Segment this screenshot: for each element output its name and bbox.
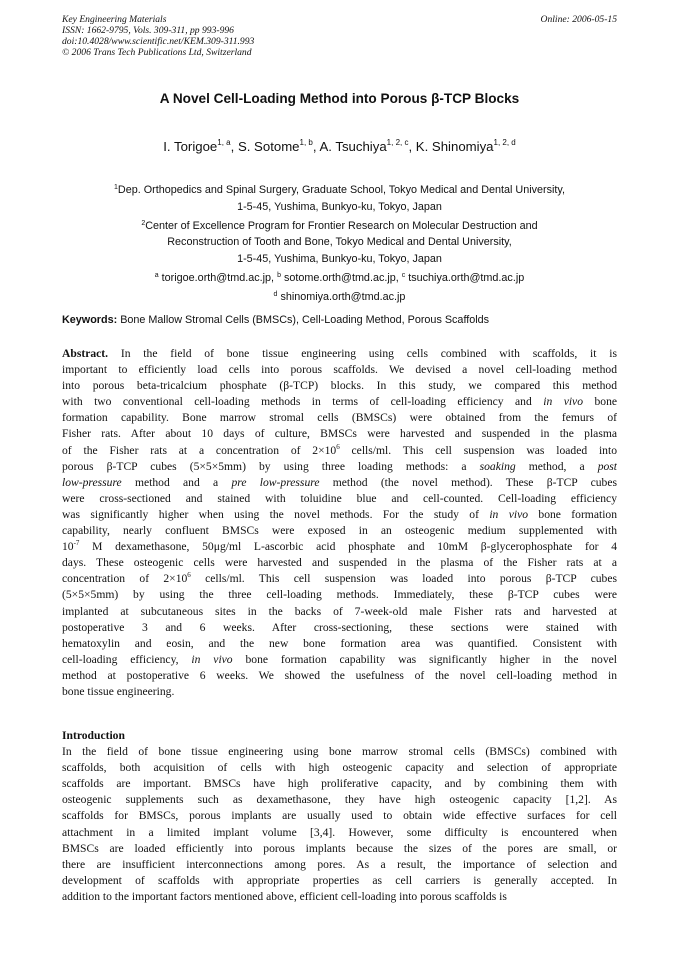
paper-title: A Novel Cell-Loading Method into Porous β-TCP Blocks <box>159 91 520 106</box>
affiliation-1-line-1: $^1$Dep. Orthopedics and Spinal Surgery, Graduate School, Tokyo Medical and Dental University, <box>113 184 565 196</box>
author: K. Shinomiya$^{1, 2, d}$ <box>415 138 516 154</box>
text-line: postoperative 3 and 6 weeks. After cross-sectioning, these sections were stained with <box>62 620 617 634</box>
journal-name: Key Engineering Materials <box>62 14 167 25</box>
text-line: there are insufficient interconnections among pores. As a result, the importance of selection and <box>62 857 617 871</box>
affiliation-2-line-2: Reconstruction of Tooth and Bone, Tokyo Medical and Dental University, <box>167 236 512 249</box>
author-list <box>62 138 617 154</box>
running-header <box>62 14 617 58</box>
keywords-text: Bone Mallow Stromal Cells (BMSCs), Cell-Loading Method, Porous Scaffolds <box>120 314 490 326</box>
text-line: implanted at subcutaneous sites in the backs of 7-week-old male Fisher rats and harvested at <box>62 604 617 618</box>
email-line-2: $^d$ shinomiya.orth@tmd.ac.jp <box>273 290 406 303</box>
affiliation-2-line-3: 1-5-45, Yushima, Bunkyo-ku, Tokyo, Japan <box>237 253 442 266</box>
author: S. Sotome$^{1, b}$, <box>237 138 320 154</box>
text-line: scaffolds, both acquisition of cells with high osteogenic capacity and selection of appropriate <box>62 761 617 775</box>
author: A. Tsuchiya$^{1, 2, c}$, <box>319 138 416 154</box>
text-line: addition to the important factors mentioned above, efficient cell-loading into porous scaffolds is <box>62 889 507 903</box>
text-line: into porous beta-tricalcium phosphate (β-TCP) blocks. In this study, we compared this method <box>62 379 617 393</box>
section-heading: Introduction <box>62 729 125 742</box>
text-line: important to efficiently load cells into porous scaffolds. We devised a novel cell-loading method <box>62 363 617 377</box>
text-line: method at postoperative 6 weeks. We showed the usefulness of the novel cell-loading method in <box>62 668 617 682</box>
text-line: days. These osteogenic cells were harvested and suspended in the plasma of the Fisher rats at a <box>62 556 617 570</box>
text-line: cell-loading efficiency, in vivo bone formation capability was significantly higher in the novel <box>62 652 617 666</box>
introduction-section <box>62 728 617 905</box>
email-line: $^a$ torigoe.orth@tmd.ac.jp, $^b$ sotome.orth@tmd.ac.jp, $^c$ tsuchiya.orth@tmd.ac.jp <box>154 271 525 284</box>
issn-line: ISSN: 1662-9795, Vols. 309-311, pp 993-996 <box>62 25 234 36</box>
abstract <box>62 346 617 700</box>
text-line: of the Fisher rats at a concentration of $2\times 10^6$ cells/ml. This cell suspension was loaded into <box>62 442 617 457</box>
affiliations <box>62 180 617 306</box>
affiliation-2-line-1: $^2$Center of Excellence Program for Frontier Research on Molecular Destruction and <box>141 219 538 232</box>
text-line: porous β-TCP cubes (5×5×5mm) by using three loading methods: a soaking method, a post <box>62 459 617 473</box>
affiliation-1-line-2: 1-5-45, Yushima, Bunkyo-ku, Tokyo, Japan <box>237 200 442 213</box>
text-line: was significantly higher when using the novel methods. For the study of in vivo bone formation <box>62 507 617 521</box>
text-line: were cross-sectioned and stained with toluidine blue and cell-counted. Cell-loading efficiency <box>62 491 617 505</box>
text-line: (5×5×5mm) by using the three cell-loading methods. Immediately, these β-TCP cubes were <box>62 588 617 602</box>
text-line: In the field of bone tissue engineering using bone marrow stromal cells (BMSCs) combined with <box>62 745 617 759</box>
keywords <box>62 314 617 326</box>
text-line: bone tissue engineering. <box>62 684 175 698</box>
text-line: with two conventional cell-loading methods in terms of cell-loading efficiency and in vivo bone <box>62 395 617 409</box>
text-line: scaffolds for BMSCs, porous implants are usually used to obtain wide effective surfaces for cell <box>62 809 617 823</box>
copyright-line: © 2006 Trans Tech Publications Ltd, Switzerland <box>62 47 252 58</box>
text-line: concentration of $2\times 10^6$ cells/ml. This cell suspension was loaded into porous β-TCP cubes <box>62 571 617 586</box>
text-line: development of scaffolds with appropriate properties as cell carriers is generally accepted. In <box>62 873 617 887</box>
text-line: Abstract. In the field of bone tissue engineering using cells combined with scaffolds, it is <box>62 347 617 360</box>
text-line: low-pressure method and a pre low-pressure method (the novel method). These β-TCP cubes <box>62 475 617 489</box>
keywords-label: Keywords: <box>62 314 118 326</box>
abstract-label: Abstract. <box>62 347 109 360</box>
text-line: formation capability. Bone marrow stromal cells (BMSCs) were obtained from the femurs of <box>62 411 617 425</box>
text-line: BMSCs are loaded efficiently into porous implants because the sizes of the pores are small, or <box>62 841 617 855</box>
text-line: capability, nearly confluent BMSCs were exposed in an osteogenic medium supplemented with <box>62 524 617 538</box>
online-date: Online: 2006-05-15 <box>540 14 617 25</box>
author: I. Torigoe$^{1, a}$, <box>163 138 238 154</box>
doi-line: doi:10.4028/www.scientific.net/KEM.309-311.993 <box>62 36 255 47</box>
text-line: attachment in a limited implant volume [3,4]. However, some difficulty is encountered when <box>62 825 617 839</box>
text-line: $10^{-7}$ M dexamethasone, 50μg/ml L-ascorbic acid phosphate and 10mM β-glycerophosphate for 4 <box>62 539 617 554</box>
text-line: Fisher rats. After about 10 days of culture, BMSCs were harvested and suspended in the plasma <box>62 427 617 441</box>
text-line: osteogenic supplements such as dexamethasone, they have high osteogenic capacity [1,2]. As <box>62 793 617 807</box>
text-line: scaffolds are important. BMSCs have high proliferative capacity, and by combining them with <box>62 777 617 791</box>
text-line: hematoxylin and eosin, and the new bone formation area was quantified. Consistent with <box>62 636 617 650</box>
